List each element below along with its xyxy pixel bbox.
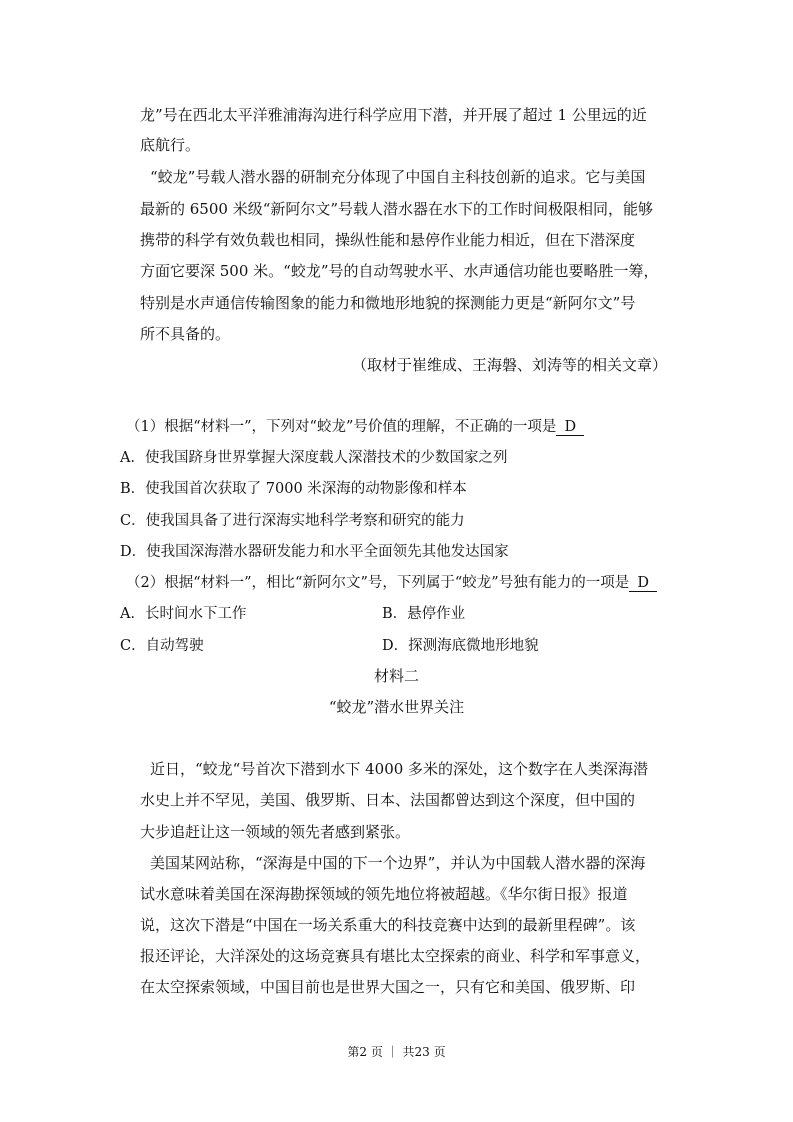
passage2-line: 近日，“蛟龙“号首次下潜到水下 4000 多米的深处，这个数字在人类深海潜 — [150, 760, 649, 778]
answer-blank: D — [556, 419, 584, 436]
option-b: B．悬停作业 — [382, 606, 466, 622]
answer-blank: D — [629, 575, 657, 592]
passage1-line: “蛟龙”号载人潜水器的研制充分体现了中国自主科技创新的追求。它与美国 — [150, 168, 646, 186]
passage1-line: 携带的科学有效负载也相同，操纵性能和悬停作业能力相近，但在下潜深度 — [140, 231, 636, 249]
passage1-line: 龙”号在西北太平洋雅浦海沟进行科学应用下潜，并开展了超过 1 公里远的近 — [140, 106, 647, 124]
option-b: B．使我国首次获取了 7000 米深海的动物影像和样本 — [120, 481, 467, 497]
passage2-line: 报还评论，大洋深处的这场竞赛具有堪比太空探索的商业、科学和军事意义， — [140, 947, 651, 965]
page-footer: 第2 页 ｜ 共23 页 — [347, 1045, 446, 1059]
option-a: A．使我国跻身世界掌握大深度载人深潜技术的少数国家之列 — [120, 450, 508, 466]
question-stem — [126, 571, 657, 592]
source-citation: （取材于崔维成、王海磐、刘涛等的相关文章） — [351, 356, 667, 374]
passage2-line: 说，这次下潜是“中国在一场关系重大的科技竞赛中达到的最新里程碑”。该 — [140, 916, 636, 934]
passage2-line: 美国某网站称，“深海是中国的下一个边界”，并认为中国载人潜水器的深海 — [150, 854, 646, 872]
question-2-stem: （2）根据“材料一”，相比“新阿尔文”号，下列属于“蛟龙”号独有能力的一项是 — [126, 575, 630, 591]
passage1-line: 特别是水声通信传输图象的能力和微地形地貌的探测能力更是“新阿尔文”号 — [140, 294, 636, 312]
passage2-line: 大步追赶让这一领域的领先者感到紧张。 — [140, 823, 411, 841]
passage1-line: 所不具备的。 — [140, 325, 231, 343]
option-c: C．自动驾驶 — [120, 638, 204, 654]
material-heading: 材料二 — [373, 667, 419, 685]
question-1-stem: （1）根据“材料一”，下列对“蛟龙”号价值的理解，不正确的一项是 — [126, 419, 557, 435]
passage1-line: 方面它要深 500 米。“蛟龙”号的自动驾驶水平、水声通信功能也要略胜一筹， — [140, 262, 659, 280]
option-c: C．使我国具备了进行深海实地科学考察和研究的能力 — [120, 513, 465, 529]
passage2-line: 水史上并不罕见，美国、俄罗斯、日本、法国都曾达到这个深度，但中国的 — [140, 791, 636, 809]
material-title: “蛟龙”潜水世界关注 — [328, 698, 465, 716]
passage1-line: 最新的 6500 米级“新阿尔文”号载人潜水器在水下的工作时间极限相同，能够 — [140, 200, 654, 218]
option-d: D．使我国深海潜水器研发能力和水平全面领先其他发达国家 — [120, 544, 509, 560]
passage1-line: 底航行。 — [140, 136, 201, 154]
passage2-line: 试水意味着美国在深海勘探领域的领先地位将被超越。《华尔街日报》报道 — [140, 885, 628, 903]
question-stem — [126, 415, 584, 436]
option-a: A．长时间水下工作 — [120, 606, 247, 622]
option-d: D．探测海底微地形地貌 — [382, 638, 539, 654]
passage2-line: 在太空探索领域，中国目前也是世界大国之一，只有它和美国、俄罗斯、印 — [140, 978, 636, 996]
